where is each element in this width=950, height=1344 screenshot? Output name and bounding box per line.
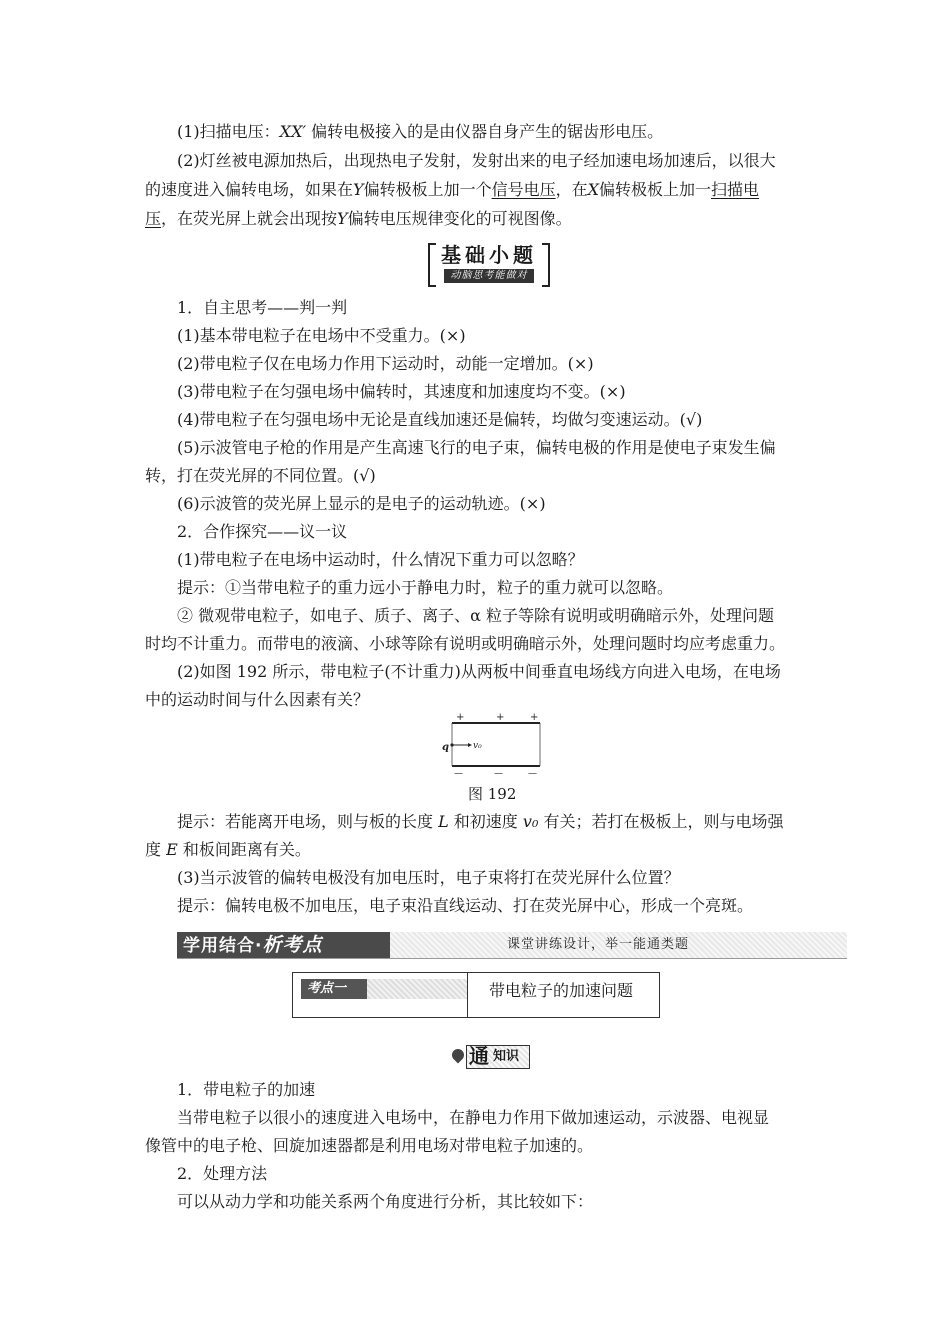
minus-sign: —: [494, 769, 503, 778]
text: ，在荧光屏上就会出现按: [161, 209, 338, 228]
q2-s3-question: (3)当示波管的偏转电极没有加电压时，电子束将打在荧光屏什么位置？: [177, 868, 680, 887]
body-heading2: 2．处理方法: [177, 1164, 268, 1183]
q2-s1-hint2-line2: 时均不计重力。而带电的液滴、小球等除有说明或明确暗示外，处理问题时均应考虑重力。: [145, 634, 786, 653]
section-subtitle: 课堂讲练设计，举一能通类题: [507, 937, 690, 952]
text: 和初速度: [448, 812, 523, 831]
body-p1-line2: 像管中的电子枪、回旋加速器都是利用电场对带电粒子加速的。: [145, 1136, 594, 1155]
text: 偏转极板上加一个: [363, 180, 492, 199]
text: 有关；若打在极板上，则与电场强: [538, 812, 784, 831]
q1-item5-line2: 转，打在荧光屏的不同位置。(√): [145, 466, 376, 485]
intro-p2-line1: (2)灯丝被电源加热后，出现热电子发射，发射出来的电子经加速电场加速后，以很大: [177, 151, 776, 170]
q1-item: (4)带电粒子在匀强电场中无论是直线加速还是偏转，均做匀变速运动。(√): [177, 410, 703, 429]
badge-rest: 知识: [493, 1049, 520, 1064]
q1-item5-line1: (5)示波管电子枪的作用是产生高速飞行的电子束，偏转电极的作用是使电子束发生偏: [177, 438, 776, 457]
plus-sign: +: [530, 712, 539, 723]
text: 偏转极板上加一: [599, 180, 712, 199]
velocity-label: v₀: [473, 741, 482, 751]
text: Y: [337, 209, 348, 228]
badge-subtitle: 动脑思考能做对: [444, 269, 534, 283]
q1-item6: (6)示波管的荧光屏上显示的是电子的运动轨迹。(×): [177, 494, 546, 513]
plus-sign: +: [456, 712, 465, 723]
pin-icon: [450, 1047, 467, 1064]
q2-s2-hint-line1: [177, 808, 783, 836]
minus-sign: —: [454, 769, 463, 778]
text: XX′: [279, 122, 307, 141]
topic-title: 带电粒子的加速问题: [489, 981, 634, 1000]
plus-sign: +: [496, 712, 505, 723]
arrow-head-icon: [468, 743, 472, 747]
q2-s2-question-line1: (2)如图 192 所示，带电粒子(不计重力)从两板中间垂直电场线方向进入电场，在电场: [177, 662, 781, 681]
q2-heading: 2．合作探究——议一议: [177, 522, 348, 541]
q1-item: (3)带电粒子在匀强电场中偏转时，其速度和加速度均不变。(×): [177, 382, 626, 401]
text: ，在: [555, 180, 588, 199]
q2-s2-hint-line2: [145, 836, 311, 864]
intro-scan-voltage: [177, 118, 663, 146]
minus-sign: —: [528, 769, 537, 778]
text: X: [587, 180, 600, 199]
knowledge-box: [466, 1045, 530, 1069]
q2-s2-question-line2: 中的运动时间与什么因素有关？: [145, 690, 370, 709]
text: 提示：若能离开电场，则与板的长度: [177, 812, 439, 831]
q1-heading: 1．自主思考——判一判: [177, 298, 348, 317]
badge-title: 基础小题: [441, 243, 537, 267]
figure-caption: 图 192: [468, 785, 517, 803]
q2-s3-hint: 提示：偏转电极不加电压，电子束沿直线运动、打在荧光屏中心，形成一个亮斑。: [177, 896, 754, 915]
text: 偏转电压规律变化的可视图像。: [347, 209, 572, 228]
charge-label: q: [442, 742, 449, 753]
text: 和板间距离有关。: [177, 840, 311, 859]
underlined-term: 压: [145, 209, 162, 228]
body-p2: 可以从动力学和功能关系两个角度进行分析，其比较如下：: [177, 1192, 594, 1211]
text: 偏转电极接入的是由仪器自身产生的锯齿形电压。: [306, 122, 664, 141]
body-p1-line1: 当带电粒子以很小的速度进入电场中，在静电力作用下做加速运动，示波器、电视显: [177, 1108, 770, 1127]
badge-main: 通: [469, 1044, 489, 1068]
text: 的速度进入偏转电场，如果在: [145, 180, 354, 199]
q1-item: (2)带电粒子仅在电场力作用下运动时，动能一定增加。(×): [177, 354, 594, 373]
section-banner: [177, 932, 847, 959]
intro-p2-line3: [145, 205, 572, 233]
text: v₀: [522, 812, 539, 831]
topic-box: [292, 972, 660, 1018]
q2-s1-question: (1)带电粒子在电场中运动时，什么情况下重力可以忽略？: [177, 550, 584, 569]
q2-s1-hint2-line1: ② 微观带电粒子，如电子、质子、离子、α 粒子等除有说明或明确暗示外，处理问题: [177, 606, 774, 625]
divider: [467, 973, 468, 1017]
underlined-term: 信号电压: [491, 180, 556, 199]
text: Y: [353, 180, 364, 199]
knowledge-badge: [452, 1045, 530, 1069]
basic-questions-badge: [428, 243, 550, 285]
text: E: [166, 840, 178, 859]
text: 度: [145, 840, 167, 859]
capacitor-figure: [440, 708, 546, 778]
text: L: [438, 812, 449, 831]
q2-s1-hint1: 提示：①当带电粒子的重力远小于静电力时，粒子的重力就可以忽略。: [177, 578, 674, 597]
intro-p2-line2: [145, 176, 759, 204]
text: 学用结合·: [183, 936, 263, 956]
topic-tag: 考点一: [301, 979, 367, 999]
body-heading1: 1．带电粒子的加速: [177, 1080, 316, 1099]
text: (1)扫描电压：: [177, 122, 280, 141]
underlined-term: 扫描电: [711, 180, 760, 199]
text: 析考点: [262, 934, 323, 956]
section-title: [177, 932, 390, 958]
q1-item: (1)基本带电粒子在电场中不受重力。(×): [177, 326, 466, 345]
